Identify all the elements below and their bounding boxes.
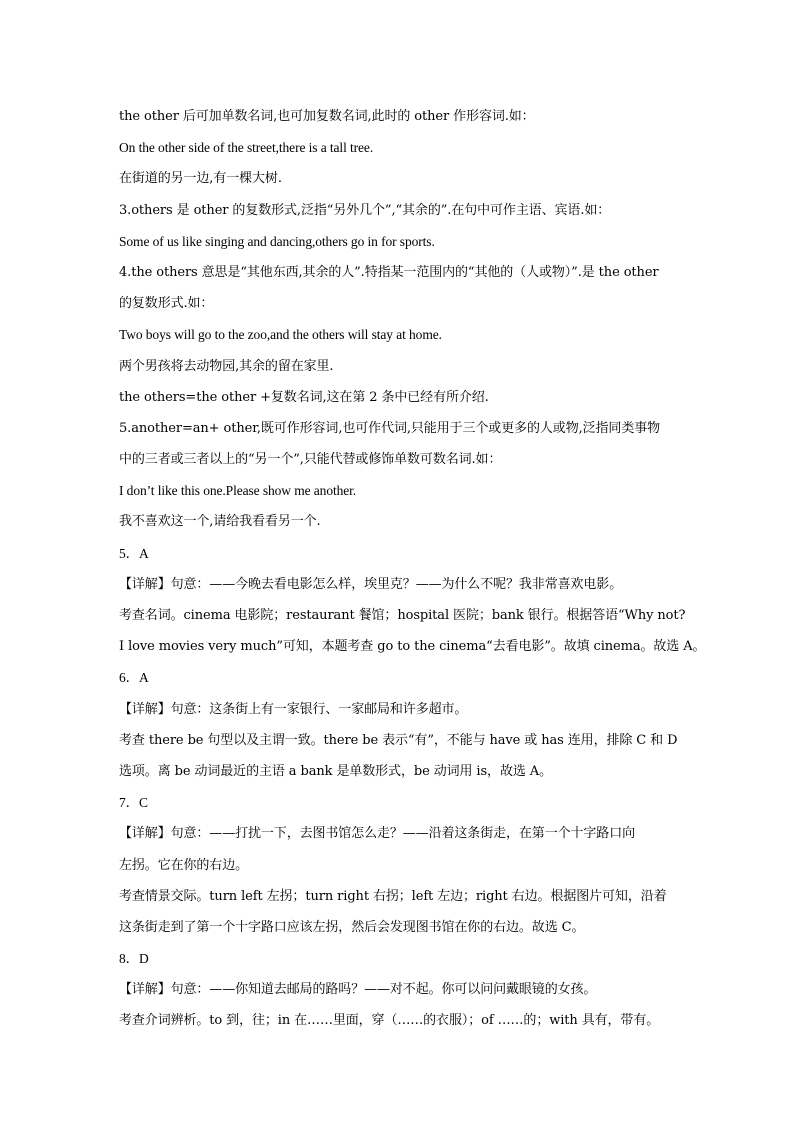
- text-line: 考查名词。cinema 电影院；restaurant 餐馆；hospital 医院；bank 银行。根据答语“Why not?: [119, 608, 686, 623]
- text-line: 左拐。它在你的右边。: [119, 857, 249, 873]
- text-line: Some of us like singing and dancing,others go in for sports.: [119, 233, 435, 249]
- question-number: 8．D: [119, 951, 149, 967]
- text-line: 考查情景交际。turn left 左拐；turn right 右拐；left 左边；right 右边。根据图片可知，沿着: [119, 888, 667, 904]
- text-line: 考查 there be 句型以及主谓一致。there be 表示“有”，不能与 have 或 has 连用，排除 C 和 D: [119, 732, 678, 748]
- text-line: 5.another=an+ other,既可作形容词,也可作代词,只能用于三个或更多的人或物,泛指同类事物: [119, 420, 661, 436]
- document-page: [119, 101, 706, 1037]
- detail-line: 【详解】句意：——打扰一下，去图书馆怎么走？——沿着这条街走，在第一个十字路口向: [119, 826, 636, 842]
- text-line: 选项。离 be 动词最近的主语 a bank 是单数形式，be 动词用 is，故选 A。: [119, 763, 552, 779]
- text-line: 这条街走到了第一个十字路口应该左拐，然后会发现图书馆在你的右边。故选 C。: [119, 919, 585, 935]
- text-line: 两个男孩将去动物园,其余的留在家里.: [119, 358, 334, 374]
- detail-line: 【详解】句意：——今晚去看电影怎么样，埃里克？——为什么不呢？我非常喜欢电影。: [119, 576, 623, 592]
- question-number: 6．A: [119, 670, 149, 686]
- text-line: I don’t like this one.Please show me another.: [119, 483, 357, 499]
- detail-line: 【详解】句意：这条街上有一家银行、一家邮局和许多超市。: [119, 701, 468, 717]
- text-line: 3.others 是 other 的复数形式,泛指“另外几个”,“其余的”.在句中可作主语、宾语.如：: [119, 202, 611, 218]
- text-line: 的复数形式.如：: [119, 296, 214, 312]
- text-line: 我不喜欢这一个,请给我看看另一个.: [119, 514, 321, 530]
- text-line: the others=the other +复数名词,这在第 2 条中已经有所介绍.: [119, 389, 489, 405]
- text-line: I love movies very much”可知，本题考查 go to the cinema“去看电影”。故填 cinema。故选 A。: [119, 639, 706, 655]
- text-line: 4.the others 意思是“其他东西,其余的人”.特指某一范围内的“其他的（人或物）”.是 the other: [119, 264, 659, 280]
- text-line: 考查介词辨析。to 到，往；in 在……里面，穿（……的衣服）；of ……的；with 具有，带有。: [119, 1013, 660, 1029]
- question-number: 7．C: [119, 795, 148, 811]
- detail-line: 【详解】句意：——你知道去邮局的路吗？——对不起。你可以问问戴眼镜的女孩。: [119, 982, 597, 998]
- text-line: On the other side of the street,there is a tall tree.: [119, 140, 374, 156]
- text-line: 在街道的另一边,有一棵大树.: [119, 171, 282, 187]
- question-number: 5．A: [119, 545, 149, 561]
- text-line: 中的三者或三者以上的“另一个”,只能代替或修饰单数可数名词.如：: [119, 452, 502, 468]
- text-line: Two boys will go to the zoo,and the others will stay at home.: [119, 327, 442, 343]
- text-line: the other 后可加单数名词,也可加复数名词,此时的 other 作形容词.如：: [119, 109, 535, 124]
